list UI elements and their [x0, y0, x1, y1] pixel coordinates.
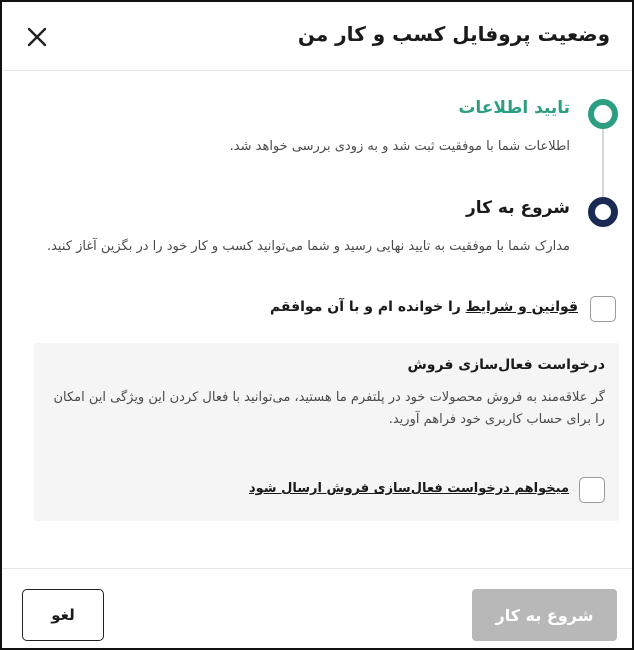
step-1-indicator: [588, 99, 618, 129]
step-2-description: مدارک شما با موفقیت به تایید نهایی رسید و شما می‌توانید کسب و کار خود را در بگزین آغاز کنید.: [46, 239, 570, 254]
start-work-button[interactable]: شروع به کار: [472, 589, 617, 641]
sales-panel-title: درخواست فعال‌سازی فروش: [407, 357, 605, 373]
sales-request-label[interactable]: میخواهم درخواست فعال‌سازی فروش ارسال شود: [248, 481, 569, 496]
close-button[interactable]: [24, 24, 50, 50]
step-2-indicator: [588, 197, 618, 227]
step-1-title: تایید اطلاعات: [458, 98, 570, 118]
close-icon: [24, 24, 50, 50]
sales-activation-panel: [34, 343, 619, 521]
step-2-title: شروع به کار: [465, 198, 570, 218]
dialog-footer: [2, 568, 632, 649]
terms-label: [270, 299, 578, 315]
terms-agreement-row: [26, 294, 616, 324]
dialog-header: [2, 2, 632, 71]
terms-checkbox[interactable]: [590, 296, 616, 322]
terms-link[interactable]: قوانین و شرایط: [465, 299, 578, 315]
dialog-title: وضعیت پروفایل کسب و کار من: [297, 22, 610, 46]
sales-request-checkbox[interactable]: [579, 477, 605, 503]
cancel-button[interactable]: لغو: [22, 589, 104, 641]
step-1-description: اطلاعات شما با موفقیت ثبت شد و به زودی بررسی خواهد شد.: [229, 139, 570, 154]
terms-suffix: را خوانده ام و با آن موافقم: [269, 299, 466, 315]
sales-panel-description: گر علاقه‌مند به فروش محصولات خود در پلتفرم ما هستید، می‌توانید با فعال کردن این ویژگی این امکان را برای حساب کاربری خود فراهم آورید.: [53, 390, 605, 427]
